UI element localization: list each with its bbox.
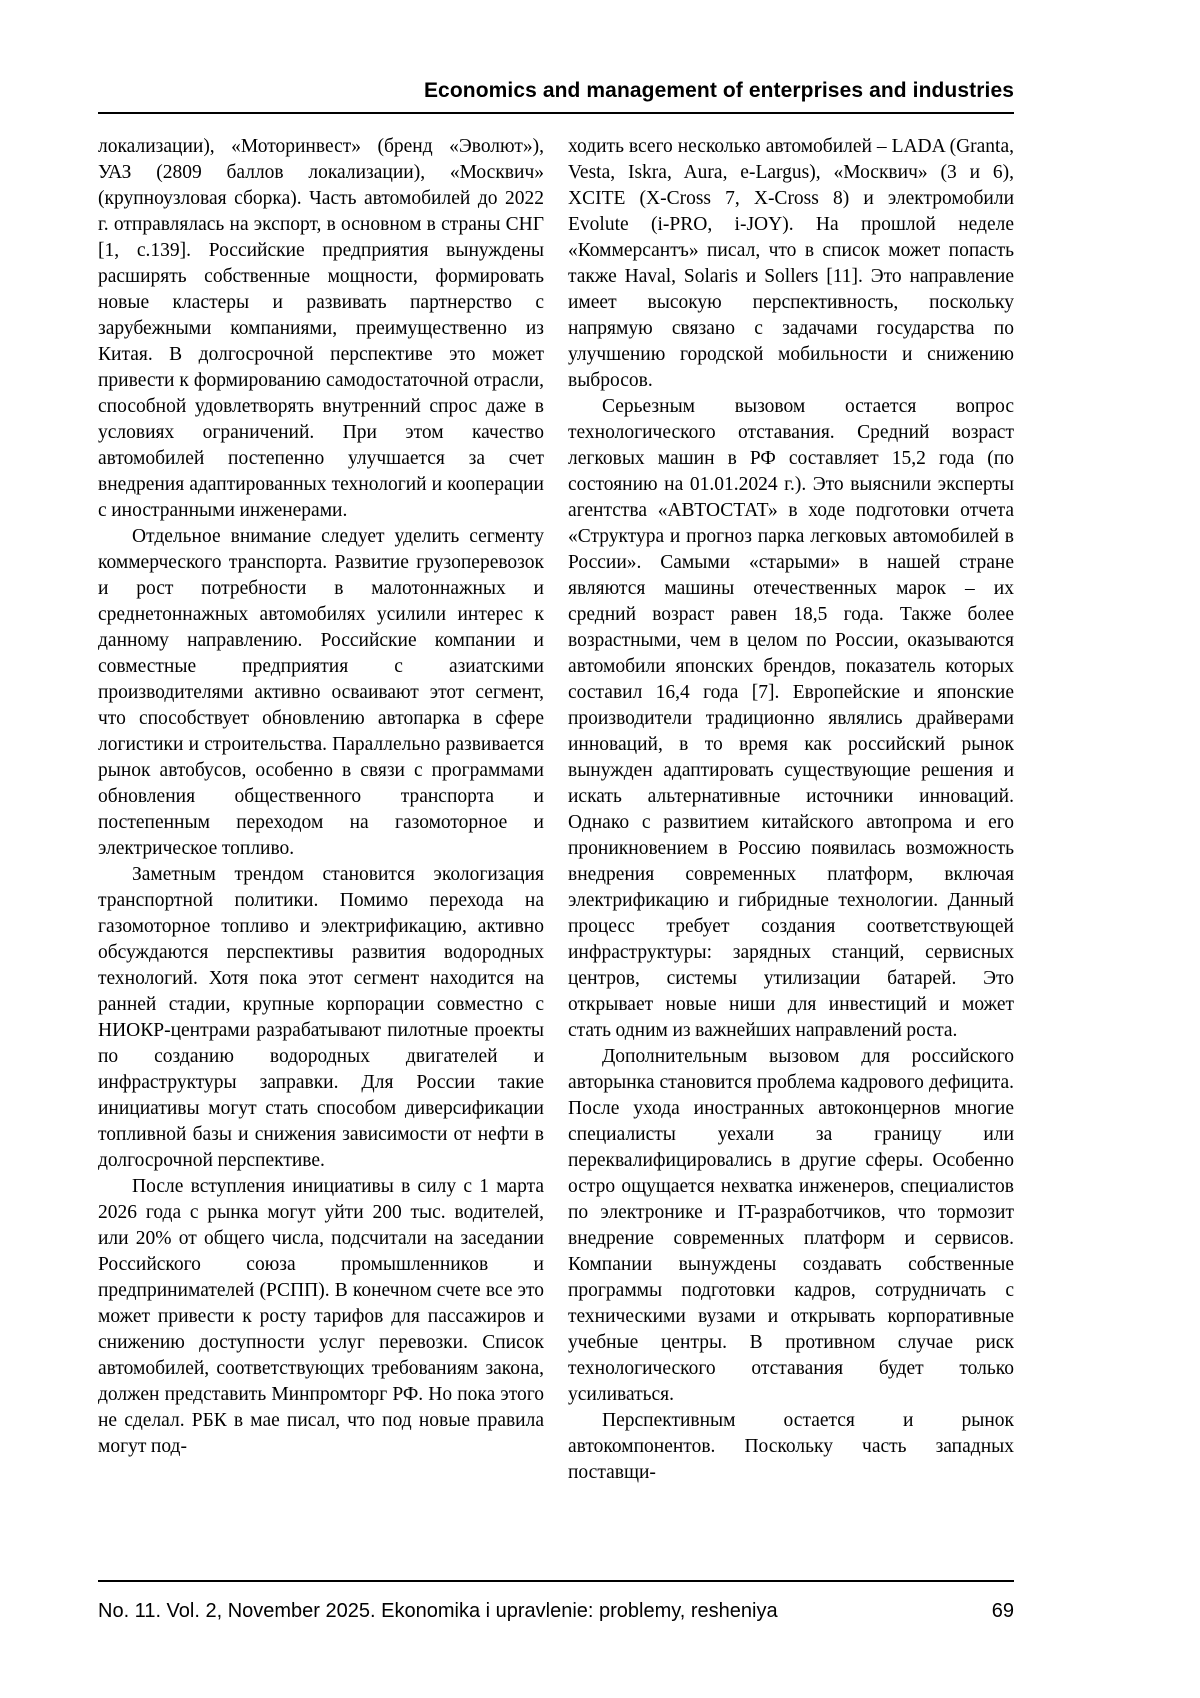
running-title: Economics and management of enterprises and industries [423, 79, 1014, 102]
paragraph: После вступления инициативы в силу с 1 марта 2026 года с рынка могут уйти 200 тыс. водителей, или 20% от общего числа, подсчитали на заседании Российского союза промышленников и предпринимателей (РСПП). В конечном счете все это может привести к росту тарифов для пассажиров и снижению доступности услуг перевозки. Список автомобилей, соответствующих требованиям закона, должен представить Минпромторг РФ. Но пока этого не сделал. РБК в мае писал, что под новые правила могут под- [98, 1176, 544, 1457]
paragraph: Перспективным остается и рынок автокомпонентов. Поскольку часть западных поставщи- [568, 1410, 1014, 1483]
paragraph: Заметным трендом становится экологизация транспортной политики. Помимо перехода на газомоторное топливо и электрификацию, активно обсуждаются перспективы развития водородных технологий. Хотя пока этот сегмент находится на ранней стадии, крупные корпорации совместно с НИОКР-центрами разрабатывают пилотные проекты по созданию водородных двигателей и инфраструктуры заправки. Для России такие инициативы могут стать способом диверсификации топливной базы и снижения зависимости от нефти в долгосрочной перспективе. [98, 864, 544, 1171]
header-rule [98, 112, 1014, 114]
page-footer [98, 1580, 1014, 1623]
page-number: 69 [991, 1600, 1014, 1622]
left-column [98, 134, 544, 1534]
footer-rule [98, 1580, 1014, 1582]
paragraph: ходить всего несколько автомобилей – LADA (Granta, Vesta, Iskra, Aura, e-Largus), «Москвич» (3 и 6), XCITE (X-Cross 7, X-Cross 8) и электромобили Evolute (i-PRO, i-JOY). На прошлой неделе «Коммерсантъ» писал, что в список может попасть также Haval, Solaris и Sollers [11]. Это направление имеет высокую перспективность, поскольку напрямую связано с задачами государства по улучшению городской мобильности и снижению выбросов. [568, 136, 1014, 391]
paragraph: Дополнительным вызовом для российского авторынка становится проблема кадрового дефицита. После ухода иностранных автоконцернов многие специалисты уехали за границу или переквалифицировались в другие сферы. Особенно остро ощущается нехватка инженеров, специалистов по электронике и IT-разработчиков, что тормозит внедрение современных платформ и сервисов. Компании вынуждены создавать собственные программы подготовки кадров, сотрудничать с техническими вузами и открывать корпоративные учебные центры. В противном случае риск технологического отставания будет только усиливаться. [568, 1046, 1014, 1405]
footer-row [98, 1599, 1014, 1623]
journal-citation: No. 11. Vol. 2, November 2025. Ekonomika i upravlenie: problemy, resheniya [98, 1600, 778, 1622]
right-column [568, 134, 1014, 1534]
page-header [98, 78, 1014, 114]
paragraph: Серьезным вызовом остается вопрос технологического отставания. Средний возраст легковых машин в РФ составляет 15,2 года (по состоянию на 01.01.2024 г.). Это выяснили эксперты агентства «АВТОСТАТ» в ходе подготовки отчета «Структура и прогноз парка легковых автомобилей в России». Самыми «старыми» в нашей стране являются машины отечественных марок – их средний возраст равен 18,5 года. Также более возрастными, чем в целом по России, оказываются автомобили японских брендов, показатель которых составил 16,4 года [7]. Европейские и японские производители традиционно являлись драйверами инноваций, в то время как российский рынок вынужден адаптировать существующие решения и искать альтернативные источники инноваций. Однако с развитием китайского автопрома и его проникновением в Россию появилась возможность внедрения современных платформ, включая электрификацию и гибридные технологии. Данный процесс требует создания соответствующей инфраструктуры: зарядных станций, сервисных центров, системы утилизации батарей. Это открывает новые ниши для инвестиций и может стать одним из важнейших направлений роста. [568, 396, 1014, 1041]
paragraph: локализации), «Моторинвест» (бренд «Эволют»), УАЗ (2809 баллов локализации), «Москвич» (крупноузловая сборка). Часть автомобилей до 2022 г. отправлялась на экспорт, в основном в страны СНГ [1, с.139]. Российские предприятия вынуждены расширять собственные мощности, формировать новые кластеры и развивать партнерство с зарубежными компаниями, преимущественно из Китая. В долгосрочной перспективе это может привести к формированию самодостаточной отрасли, способной удовлетворять внутренний спрос даже в условиях ограничений. При этом качество автомобилей постепенно улучшается за счет внедрения адаптированных технологий и кооперации с иностранными инженерами. [98, 136, 544, 521]
article-body [98, 134, 1014, 1534]
paragraph: Отдельное внимание следует уделить сегменту коммерческого транспорта. Развитие грузоперевозок и рост потребности в малотоннажных и среднетоннажных автомобилях усилили интерес к данному направлению. Российские компании и совместные предприятия с азиатскими производителями активно осваивают этот сегмент, что способствует обновлению автопарка в сфере логистики и строительства. Параллельно развивается рынок автобусов, особенно в связи с программами обновления общественного транспорта и постепенным переходом на газомоторное и электрическое топливо. [98, 526, 544, 859]
